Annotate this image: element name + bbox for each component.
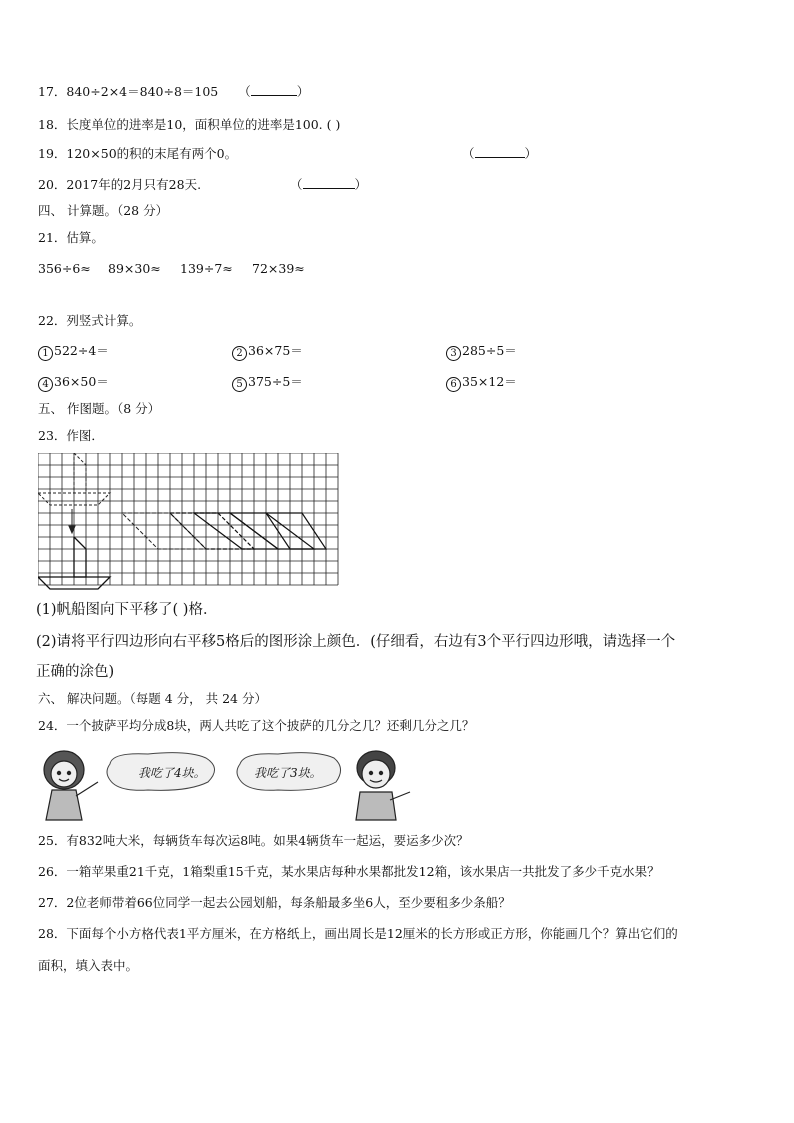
question-28-line-1: 28．下面每个小方格代表1平方厘米，在方格纸上，画出周长是12厘米的长方形或正方形，你能画几个？算出它们的 [38,926,678,941]
sailboat-original-sail [74,453,86,493]
q23-part-1: (1)帆船图向下平移了( )格． [36,602,218,618]
q19-answer [462,146,537,162]
q22-item-text: 35×12＝ [462,374,517,389]
circled-number: 2 [232,346,247,361]
q22-item-1 [38,343,109,361]
q22-item-text: 36×50＝ [54,374,109,389]
q22-item-2 [232,343,303,361]
parallelogram-original [122,513,206,549]
boy-speech-text: 我吃了3块。 [254,766,322,780]
section-5-heading: 五、 作图题。（8 分） [38,401,161,416]
q22-item-3 [446,343,517,361]
q23-part-2-line-2: 正确的涂色) [36,664,115,680]
question-22-title: 22．列竖式计算。 [38,313,142,328]
question-23-title: 23．作图． [38,428,104,443]
q17-answer-blank[interactable] [251,95,297,96]
sailboat-moved-sail [74,537,86,577]
q23-part-2-line-1: (2)请将平行四边形向右平移5格后的图形涂上颜色．(仔细看，右边有3个平行四边形哦，请选择一个 [36,634,676,650]
circled-number: 5 [232,377,247,392]
section-4-heading: 四、 计算题。（28 分） [38,203,169,218]
question-28-line-2: 面积，填入表中。 [38,958,139,973]
question-24: 24．一个披萨平均分成8块，两人共吃了这个披萨的几分之几？还剩几分之几？ [38,718,475,733]
section-6-heading: 六、 解决问题。（每题 4 分， 共 24 分） [38,691,267,706]
question-20 [38,177,201,193]
parallelogram-candidate-1[interactable] [170,513,254,549]
q22-item-text: 375÷5＝ [248,374,303,389]
pizza-illustration [38,746,418,822]
q20-answer-blank[interactable] [303,188,355,189]
circled-number: 3 [446,346,461,361]
question-21-title: 21．估算。 [38,230,104,245]
q17-number: 17． [38,84,67,99]
q22-item-5 [232,374,303,392]
q21-item-3: 139÷7≈ [180,261,233,276]
q20-open: （ [290,177,303,192]
question-25: 25．有832吨大米，每辆货车每次运8吨。如果4辆货车一起运，要运多少次？ [38,833,469,848]
q19-open: （ [462,146,475,161]
q17-close: ） [296,84,310,99]
question-26: 26．一箱苹果重21千克，1箱梨重15千克，某水果店每种水果都批发12箱，该水果店一共批发了多少千克水果？ [38,864,660,879]
girl-figure [44,751,98,820]
q21-item-4: 72×39≈ [252,261,305,276]
q21-item-2: 89×30≈ [108,261,161,276]
q22-item-text: 36×75＝ [248,343,303,358]
grid-lines [38,453,338,585]
question-27: 27．2位老师带着66位同学一起去公园划船，每条船最多坐6人，至少要租多少条船？ [38,895,511,910]
parallelogram-candidates[interactable] [170,513,326,549]
q18-number: 18． [38,117,67,132]
q19-answer-blank[interactable] [475,157,525,158]
boy-figure [356,751,410,820]
girl-speech-text: 我吃了4块。 [138,766,206,780]
q22-item-text: 285÷5＝ [462,343,517,358]
circled-number: 1 [38,346,53,361]
q19-number: 19． [38,146,67,161]
translation-grid[interactable] [38,453,340,591]
q18-text: 长度单位的进率是10，面积单位的进率是100. ( ) [66,117,341,132]
q21-item-1: 356÷6≈ [38,261,91,276]
circled-number: 4 [38,377,53,392]
q20-answer [290,177,367,193]
q22-item-4 [38,374,109,392]
q17-open: （ [238,84,251,99]
q22-item-6 [446,374,517,392]
parallelogram-candidate-3[interactable] [230,513,314,549]
q19-close: ） [524,146,538,161]
circled-number: 6 [446,377,461,392]
question-17 [38,84,309,100]
q19-text: 120×50的积的末尾有两个0。 [66,146,238,161]
q20-number: 20． [38,177,67,192]
q22-item-text: 522÷4＝ [54,343,109,358]
question-19 [38,146,237,162]
parallelogram-candidate-4[interactable] [266,513,326,549]
q20-close: ） [354,177,368,192]
q17-text: 840÷2×4＝840÷8＝105 [66,84,219,99]
question-18 [38,117,340,133]
q20-text: 2017年的2月只有28天. [66,177,202,192]
